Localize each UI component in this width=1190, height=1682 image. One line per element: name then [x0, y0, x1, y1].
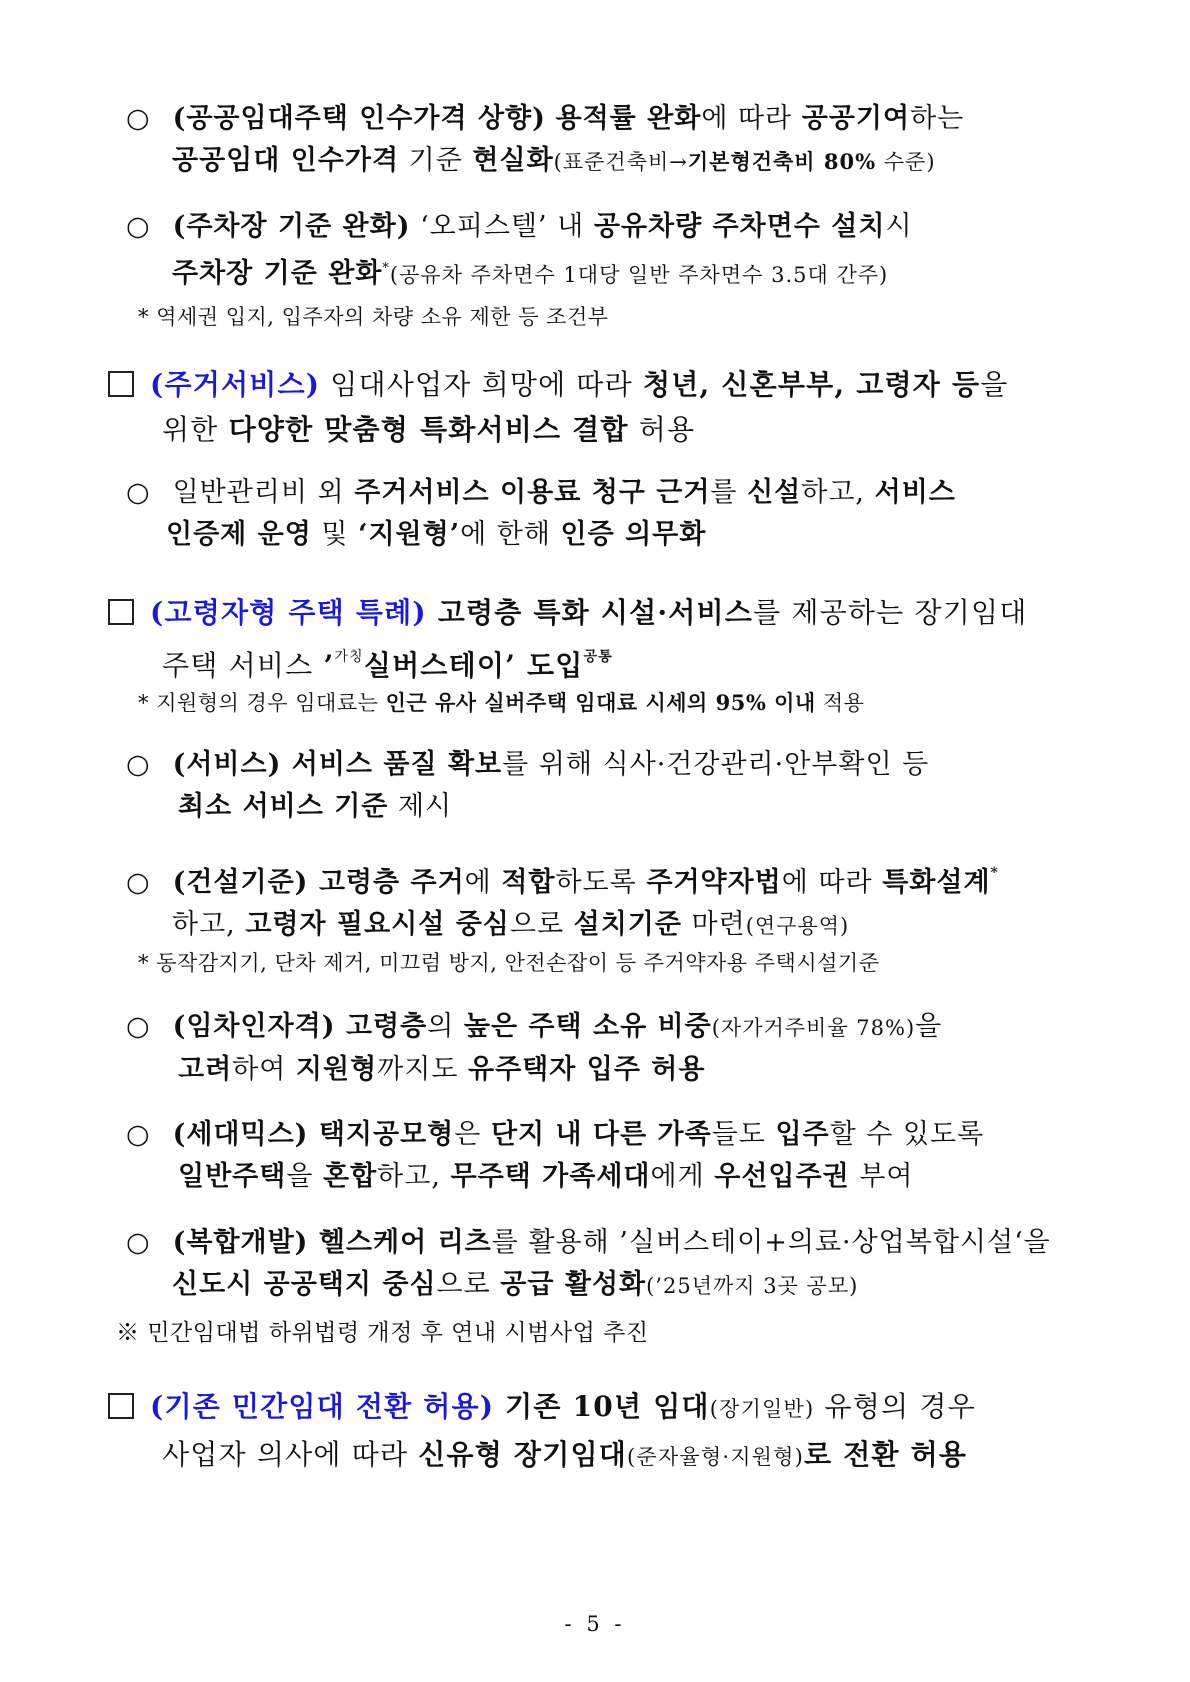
- item-generation-mix: ○ (세대믹스) 택지공모형은 단지 내 다른 가족들도 입주할 수 있도록 일반주택을 혼합하고, 무주택 가족세대에게 우선입주권 부여: [126, 1114, 984, 1198]
- item-tenant-eligibility: ○ (임차인자격) 고령층의 높은 주택 소유 비중(자가거주비율 78%)을 고려하여 지원형까지도 유주택자 입주 허용: [126, 1006, 942, 1091]
- footnote-parking: * 역세권 입지, 입주자의 차량 소유 제한 등 조건부: [138, 305, 609, 329]
- checkbox-square: [108, 371, 134, 397]
- circle-bullet: ○: [126, 103, 151, 134]
- circle-bullet: ○: [126, 1119, 151, 1150]
- item-construction-standard: ○ (건설기준) 고령층 주거에 적합하도록 주거약자법에 따라 특화설계* 하고, 고령자 필요시설 중심으로 설치기준 마련(연구용역): [126, 852, 999, 947]
- section-conversion: (기존 민간임대 전환 허용) 기존 10년 임대(장기일반) 유형의 경우 사업자 의사에 따라 신유형 장기임대(준자율형·지원형)로 전환 허용: [108, 1384, 976, 1480]
- item-service-quality: ○ (서비스) 서비스 품질 확보를 위해 식사·건강관리·안부확인 등 최소 서비스 기준 제시: [126, 744, 929, 828]
- reference-note: ※ 민간임대법 하위법령 개정 후 연내 시범사업 추진: [116, 1320, 649, 1346]
- circle-bullet: ○: [126, 211, 151, 242]
- section-senior-housing: (고령자형 주택 특례) 고령층 특화 시설·서비스를 제공하는 장기임대 주택 서비스 ’$^{가칭}$실버스테이’ 도입$^{공통}$: [108, 590, 1028, 688]
- page-number: - 5 -: [564, 1612, 626, 1636]
- circle-bullet: ○: [126, 749, 151, 780]
- item-complex-development: ○ (복합개발) 헬스케어 리츠를 활용해 ’실버스테이+의료·상업복합시설‘을 신도시 공공택지 중심으로 공급 활성화(’25년까지 3곳 공모): [126, 1222, 1051, 1307]
- footnote-facility: * 동작감지기, 단차 제거, 미끄럼 방지, 안전손잡이 등 주거약자용 주택시설기준: [138, 951, 880, 975]
- item-service-fee: ○ 일반관리비 외 주거서비스 이용료 청구 근거를 신설하고, 서비스 인증제 운영 및 ‘지원형’에 한해 인증 의무화: [126, 472, 956, 556]
- circle-bullet: ○: [126, 477, 151, 508]
- circle-bullet: ○: [126, 1227, 151, 1258]
- circle-bullet: ○: [126, 1011, 151, 1042]
- item-public-rental-price: ○ (공공임대주택 인수가격 상향) 용적률 완화에 따라 공공기여하는 공공임대 인수가격 기준 현실화(표준건축비→기본형건축비 80% 수준): [126, 98, 964, 183]
- reference-mark: ※: [116, 1320, 140, 1346]
- footnote-rent: * 지원형의 경우 임대료는 인근 유사 실버주택 임대료 시세의 95% 이내 적용: [138, 690, 865, 715]
- item-parking-relief: ○ (주차장 기준 완화) ‘오피스텔’ 내 공유차량 주차면수 설치시 주차장 기준 완화*(공유차 주차면수 1대당 일반 주차면수 3.5대 간주): [126, 206, 913, 296]
- section-housing-service: (주거서비스) 임대사업자 희망에 따라 청년, 신혼부부, 고령자 등을 위한 다양한 맞춤형 특화서비스 결합 허용: [108, 362, 1009, 452]
- checkbox-square: [108, 1393, 134, 1419]
- checkbox-square: [108, 599, 134, 625]
- circle-bullet: ○: [126, 867, 151, 898]
